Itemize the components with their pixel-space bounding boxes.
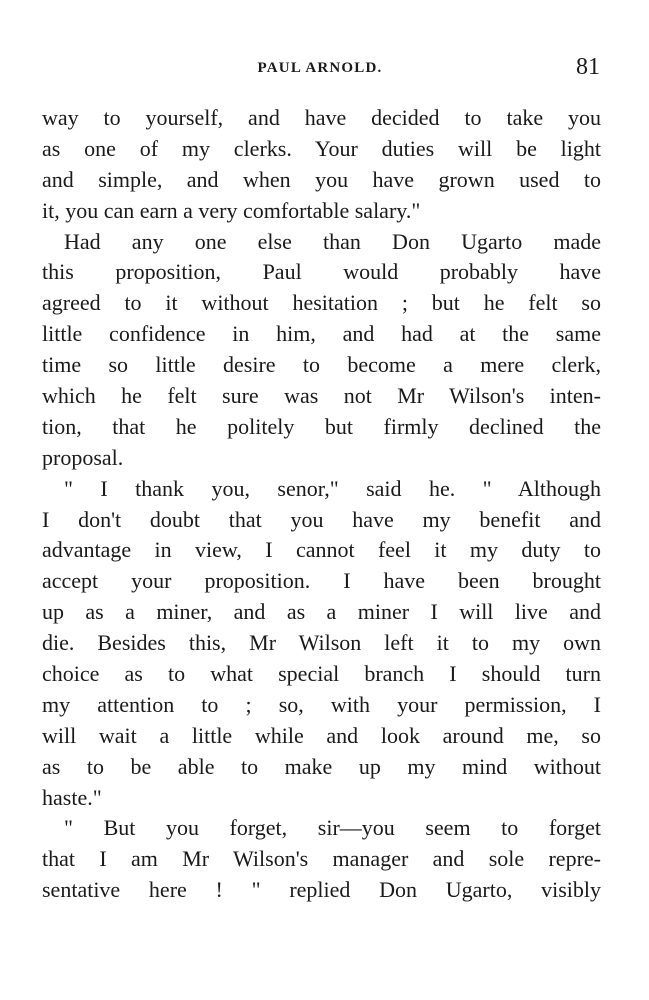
text-line: up as a miner, and as a miner I will live and — [42, 599, 601, 625]
text-line: " But you forget, sir—you seem to forget — [64, 815, 601, 841]
running-head — [40, 56, 600, 80]
text-line: tion, that he politely but firmly declined the — [42, 413, 601, 439]
text-line: as to be able to make up my mind without — [42, 753, 601, 779]
text-line: accept your proposition. I have been brought — [42, 568, 601, 594]
text-line: as one of my clerks. Your duties will be light — [42, 135, 601, 161]
text-line: agreed to it without hesitation ; but he felt so — [42, 290, 601, 316]
text-line: I don't doubt that you have my benefit and — [42, 506, 601, 532]
text-line: die. Besides this, Mr Wilson left it to my own — [42, 630, 601, 656]
body-text — [42, 103, 601, 906]
text-line: little confidence in him, and had at the same — [42, 321, 601, 347]
text-line: that I am Mr Wilson's manager and sole repre- — [42, 846, 601, 872]
text-line: time so little desire to become a mere clerk, — [42, 352, 601, 378]
text-line: proposal. — [42, 444, 124, 470]
text-line: way to yourself, and have decided to take you — [42, 105, 601, 130]
text-line: choice as to what special branch I should turn — [42, 661, 601, 687]
text-line: haste." — [42, 784, 102, 810]
text-line: Had any one else than Don Ugarto made — [64, 228, 601, 254]
text-line: and simple, and when you have grown used to — [42, 166, 601, 192]
page-number: 81 — [576, 54, 600, 80]
text-line: sentative here ! " replied Don Ugarto, visibly — [42, 877, 601, 903]
text-line: " I thank you, senor," said he. " Although — [64, 475, 601, 501]
text-line: which he felt sure was not Mr Wilson's inten- — [42, 383, 601, 409]
text-line: advantage in view, I cannot feel it my duty to — [42, 537, 601, 563]
text-line: it, you can earn a very comfortable salary." — [42, 197, 421, 223]
text-line: this proposition, Paul would probably have — [42, 259, 601, 285]
text-line: my attention to ; so, with your permission, I — [42, 691, 601, 717]
running-title: PAUL ARNOLD. — [257, 60, 383, 76]
text-line: will wait a little while and look around me, so — [42, 722, 601, 748]
